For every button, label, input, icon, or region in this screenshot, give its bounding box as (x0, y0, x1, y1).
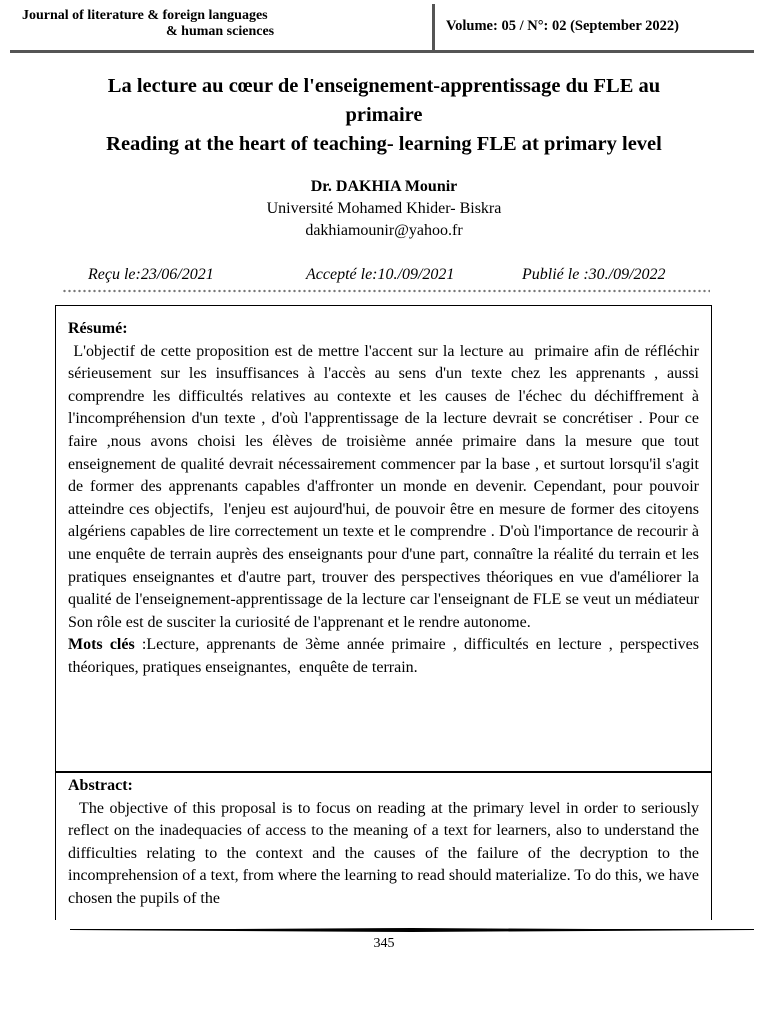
author-name: Dr. DAKHIA Mounir (310, 178, 458, 195)
abstract-box (55, 772, 712, 920)
title-english: Reading at the heart of teaching- learning FLE at primary level (106, 133, 662, 155)
resume-text: L'objectif de cette proposition est de mettre l'accent sur la lecture au primaire afin de réfléchir sérieusement sur les insuffisances à l'accès au sens d'un texte chez les apprenants , aussi comprendre les difficultés relatives au contexte et les causes de l'échec du déchiffrement à l'incompréhension d'un texte , d'où l'apprentissage de la lecture devrait se concrétiser . Pour ce faire ,nous avons choisi les élèves de troisième année primaire dans la mesure que tout enseignement de qualité devrait nécessairement commencer par la base , et surtout lorsqu'il s'agit de former des apprenants capables d'affronter un monde en devenir. Cependant, pour pouvoir atteindre ces objectifs, l'enjeu est aujourd'hui, de pouvoir être en mesure de former des citoyens algériens capables de lire correctement un texte et le comprendre . D'où l'importance de recourir à une enquête de terrain auprès des enseignants pour d'une part, connaître la réalité du terrain et les pratiques enseignantes et d'autre part, trouver des perspectives théoriques en vue d'améliorer la qualité de l'enseignement-apprentissage de la lecture car l'enseignant de FLE se veut un médiateur Son rôle est de susciter la curiosité de l'apprenant et le rendre autonome. (68, 342, 707, 631)
date-accepted: Accepté le:10./09/2021 (306, 266, 455, 283)
page-number: 345 (373, 936, 395, 951)
journal-name-line1: Journal of literature & foreign languages (22, 8, 268, 23)
resume-box (55, 305, 712, 772)
title-french-line1: La lecture au cœur de l'enseignement-apprentissage du FLE au (107, 75, 661, 97)
author-block (0, 176, 768, 242)
keywords-list: :Lecture, apprenants de 3ème année primaire , difficultés en lecture , perspectives théoriques, pratiques enseignantes, enquête de terrain. (68, 636, 704, 676)
author-email: dakhiamounir@yahoo.fr (305, 222, 463, 239)
article-title (40, 72, 728, 159)
date-published: Publié le :30./09/2022 (522, 266, 666, 283)
date-received: Reçu le:23/06/2021 (88, 266, 214, 283)
keywords-label: Mots clés (68, 636, 135, 654)
running-header (10, 4, 754, 53)
author-affiliation: Université Mohamed Khider- Biskra (266, 200, 502, 217)
journal-name-line2: & human sciences (166, 24, 275, 39)
abstract-text: The objective of this proposal is to focus on reading at the primary level in order to seriously reflect on the inadequacies of access to the meaning of a text for learners, also to understand the difficulties relating to the context and the causes of the failure of the decryption to the incomprehension of a text, from where the learning to read should materialize. To do this, we have chosen the pupils of the (68, 799, 703, 907)
ornamental-divider (62, 288, 710, 294)
volume-info: Volume: 05 / N°: 02 (September 2022) (446, 18, 679, 34)
title-french-line2: primaire (345, 104, 423, 126)
abstract-heading: Abstract: (68, 777, 133, 794)
resume-heading: Résumé: (68, 320, 128, 337)
journal-name (22, 8, 442, 40)
header-divider (432, 4, 435, 50)
keywords (68, 634, 704, 679)
